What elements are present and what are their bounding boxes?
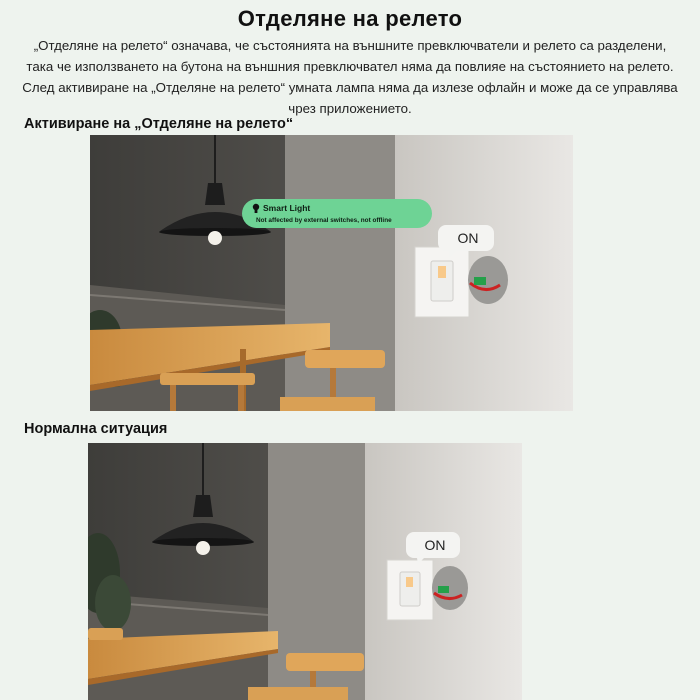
switch-state-label: ON [424,537,446,553]
smart-light-badge [242,199,432,228]
side-wall [285,135,400,411]
badge-title: Smart Light [263,203,311,213]
description-line-3: След активиране на „Отделяне на релето“ умната лампа няма да излезе офлайн и може да се управлява [22,80,678,95]
scene-2-illustration [88,443,522,700]
description [0,35,700,119]
badge-subtitle: Not affected by external switches, not offline [256,217,392,224]
section-heading-relay-decoupling: Активиране на „Отделяне на релето“ [24,116,294,132]
description-line-4: чрез приложението. [288,101,412,116]
page-title: Отделяне на релето [237,6,463,31]
description-line-1: „Отделяне на релето“ означава, че състоянията на външните превключватели и релето са разделени, [33,38,667,53]
switch-state-label: ON [457,230,479,246]
description-line-2: така че използването на бутона на външния превключвател няма да повлияе на състоянието на релето. [26,59,674,74]
scene-relay-decoupling [90,135,573,411]
section-heading-normal: Нормална ситуация [24,421,168,437]
scene-normal [88,443,522,700]
scene-1-illustration [90,135,573,411]
